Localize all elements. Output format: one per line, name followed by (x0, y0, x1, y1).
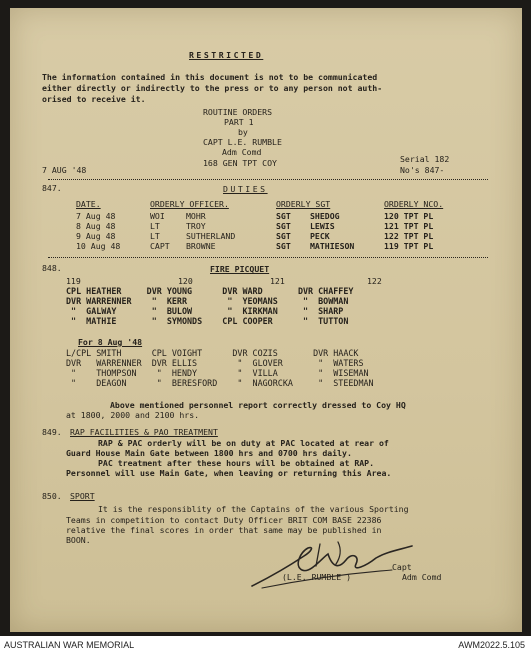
duty-sgt-rank: SGT (276, 211, 291, 221)
section-number-848: 848. (42, 263, 62, 273)
unit-label: 121 (270, 276, 285, 286)
duty-nco: 122 TPT PL (384, 231, 434, 241)
unit-label: 120 (178, 276, 193, 286)
for-date: For 8 Aug '48 (78, 337, 143, 347)
duty-sgt: LEWIS (310, 221, 335, 231)
picquet-row: " THOMPSON " HENDY " VILLA " WISEMAN (66, 368, 369, 378)
routine-orders: ROUTINE ORDERS (203, 107, 273, 117)
picquet-row: " DEAGON " BERESFORD " NAGORCKA " STEEDMAN (66, 378, 374, 388)
section-number-849: 849. (42, 427, 62, 437)
picquet-row: L/CPL SMITH CPL VOIGHT DVR COZIS DVR HAACK (66, 348, 359, 358)
rap-title: RAP FACILITIES & PAO TREATMENT (70, 427, 218, 437)
duty-officer: BROWNE (186, 241, 216, 251)
unit-name: 168 GEN TPT COY (203, 158, 277, 168)
footer-accession-number: AWM2022.5.105 (458, 640, 525, 650)
commander-name: CAPT L.E. RUMBLE (203, 137, 282, 147)
duty-officer: TROY (186, 221, 206, 231)
signature-rank: Capt (392, 562, 412, 572)
by-text: by (238, 127, 248, 137)
unit-label: 122 (367, 276, 382, 286)
part-number: PART 1 (224, 117, 254, 127)
picquet-row: " GALWAY " BULOW " KIRKMAN " SHARP (66, 306, 344, 316)
picquet-row: " MATHIE " SYMONDS CPL COOPER " TUTTON (66, 316, 349, 326)
col-orderly-sgt: ORDERLY SGT (276, 199, 331, 209)
serial-number: Serial 182 (400, 154, 450, 164)
duties-title: DUTIES (223, 184, 268, 194)
commander-role: Adm Comd (222, 147, 262, 157)
rap-line-4: Personnel will use Main Gate, when leaving or returning this Area. (66, 468, 392, 478)
duty-date: 8 Aug 48 (76, 221, 116, 231)
rap-line-2: Guard House Main Gate between 1800 hrs and 0700 hrs daily. (66, 448, 352, 458)
duty-sgt-rank: SGT (276, 241, 291, 251)
unit-label: 119 (66, 276, 81, 286)
order-numbers: No's 847- (400, 165, 445, 175)
duty-date: 9 Aug 48 (76, 231, 116, 241)
footer-institution: AUSTRALIAN WAR MEMORIAL (4, 640, 135, 650)
duty-officer: MOHR (186, 211, 206, 221)
section-number-850: 850. (42, 491, 62, 501)
duty-sgt: SHEDOG (310, 211, 340, 221)
duty-sgt: MATHIESON (310, 241, 355, 251)
duty-date: 7 Aug 48 (76, 211, 116, 221)
col-orderly-officer: ORDERLY OFFICER. (150, 199, 229, 209)
duty-sgt: PECK (310, 231, 330, 241)
duty-nco: 120 TPT PL (384, 211, 434, 221)
duty-officer: SUTHERLAND (186, 231, 236, 241)
duty-sgt-rank: SGT (276, 221, 291, 231)
sport-title: SPORT (70, 491, 95, 501)
col-orderly-nco: ORDERLY NCO. (384, 199, 444, 209)
duty-date: 10 Aug 48 (76, 241, 121, 251)
picquet-row: CPL HEATHER DVR YOUNG DVR WARD DVR CHAFFEY (66, 286, 354, 296)
duty-officer-rank: CAPT (150, 241, 170, 251)
rap-line-3: PAC treatment after these hours will be obtained at RAP. (98, 458, 375, 468)
duty-officer-rank: WOI (150, 211, 165, 221)
section-number-847: 847. (42, 183, 62, 193)
fire-picquet-title: FIRE PICQUET (210, 264, 270, 274)
duty-sgt-rank: SGT (276, 231, 291, 241)
notice-line-3: orised to receive it. (42, 94, 146, 104)
col-date: DATE. (76, 199, 101, 209)
notice-line-2: either directly or indirectly to the press or to any person not auth- (42, 83, 383, 93)
duty-officer-rank: LT (150, 231, 160, 241)
signature-role: Adm Comd (402, 572, 442, 582)
restricted-heading: RESTRICTED (189, 50, 264, 60)
picquet-row: DVR WARRENNER DVR ELLIS " GLOVER " WATERS (66, 358, 364, 368)
sport-line-4: BOON. (66, 535, 91, 545)
sport-line-1: It is the responsiblity of the Captains of the various Sporting (98, 504, 409, 514)
rap-line-1: RAP & PAC orderly will be on duty at PAC located at rear of (98, 438, 389, 448)
divider-1 (48, 179, 488, 180)
duty-officer-rank: LT (150, 221, 160, 231)
notice-line-1: The information contained in this document is not to be communicated (42, 72, 378, 82)
picquet-remark-1: Above mentioned personnel report correctly dressed to Coy HQ (110, 400, 406, 410)
sport-line-2: Teams in competition to contact Duty Officer BRIT COM BASE 22386 (66, 515, 382, 525)
picquet-row: DVR WARRENNER " KERR " YEOMANS " BOWMAN (66, 296, 349, 306)
document-page (10, 8, 522, 632)
divider-2 (48, 257, 488, 258)
sport-line-3: relative the final scores in order that same may be published in (66, 525, 382, 535)
duty-nco: 119 TPT PL (384, 241, 434, 251)
order-date: 7 AUG '48 (42, 165, 87, 175)
duty-nco: 121 TPT PL (384, 221, 434, 231)
signature-name: (L.E. RUMBLE ) (282, 572, 352, 582)
picquet-remark-2: at 1800, 2000 and 2100 hrs. (66, 410, 200, 420)
